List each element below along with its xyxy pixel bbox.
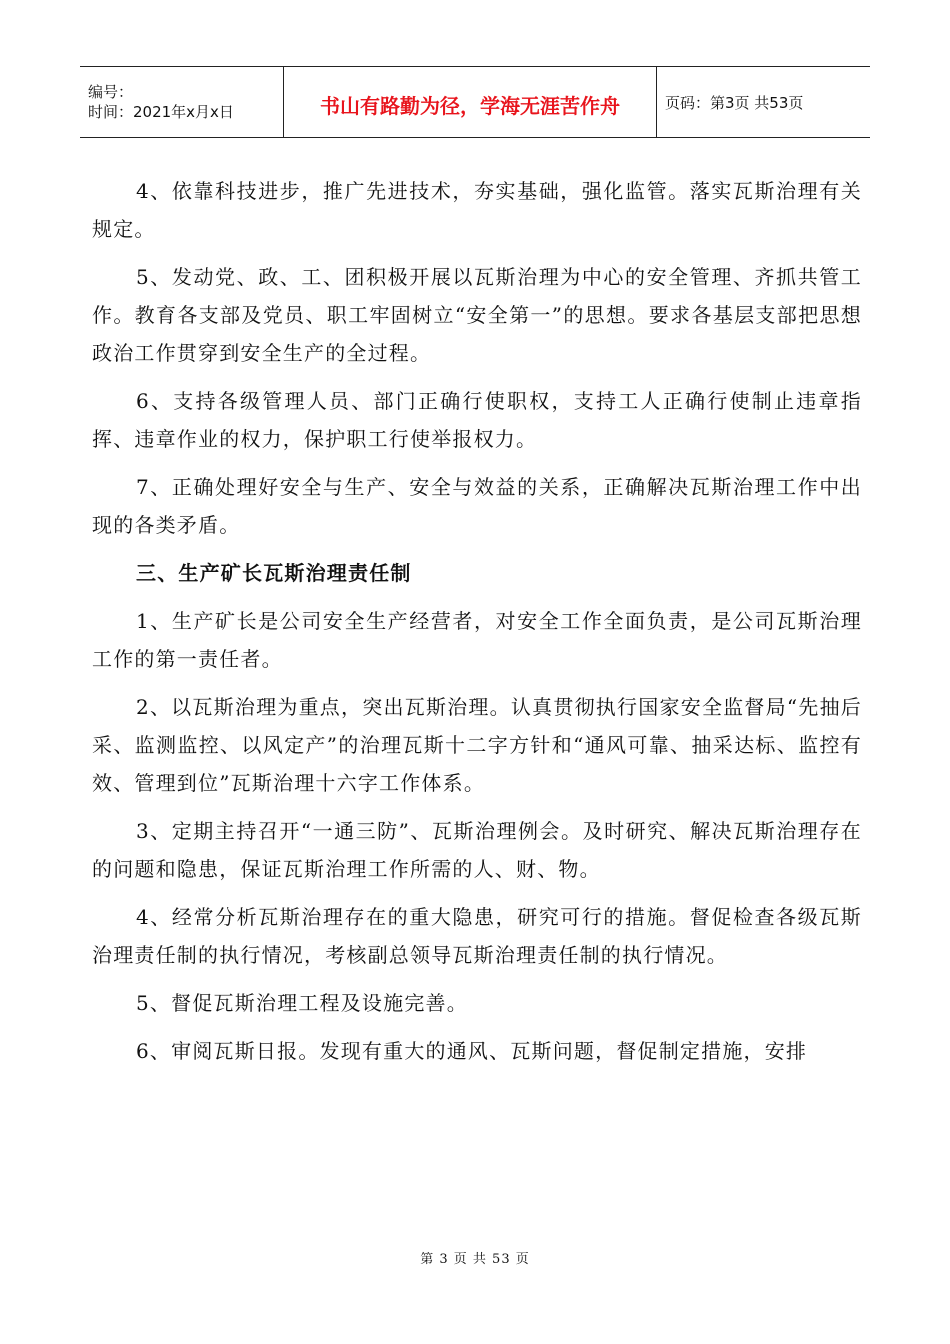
paragraph: 4、依靠科技进步，推广先进技术，夯实基础，强化监管。落实瓦斯治理有关规定。 xyxy=(92,179,862,241)
header-slogan: 书山有路勤为径，学海无涯苦作舟 xyxy=(283,67,657,137)
paragraph: 2、以瓦斯治理为重点，突出瓦斯治理。认真贯彻执行国家安全监督局“先抽后采、监测监控、以风定产”的治理瓦斯十二字方针和“通风可靠、抽采达标、监控有效、管理到位”瓦斯治理十六字工作体系。 xyxy=(92,695,862,795)
header-meta xyxy=(80,67,283,137)
paragraph: 5、督促瓦斯治理工程及设施完善。 xyxy=(136,991,468,1015)
paragraph: 5、发动党、政、工、团积极开展以瓦斯治理为中心的安全管理、齐抓共管工作。教育各支部及党员、职工牢固树立“安全第一”的思想。要求各基层支部把思想政治工作贯穿到安全生产的全过程。 xyxy=(92,265,862,365)
time-label: 时间：2021年x月x日 xyxy=(88,103,234,121)
page-footer: 第 3 页 共 53 页 xyxy=(420,1252,530,1267)
paragraph: 7、正确处理好安全与生产、安全与效益的关系，正确解决瓦斯治理工作中出现的各类矛盾。 xyxy=(92,475,862,537)
paragraph: 4、经常分析瓦斯治理存在的重大隐患，研究可行的措施。督促检查各级瓦斯治理责任制的执行情况，考核副总领导瓦斯治理责任制的执行情况。 xyxy=(92,905,862,967)
paragraph: 6、审阅瓦斯日报。发现有重大的通风、瓦斯问题，督促制定措施，安排 xyxy=(136,1039,808,1063)
document-body xyxy=(92,172,862,1080)
paragraph: 6、支持各级管理人员、部门正确行使职权，支持工人正确行使制止违章指挥、违章作业的权力，保护职工行使举报权力。 xyxy=(92,389,862,451)
paragraph: 1、生产矿长是公司安全生产经营者，对安全工作全面负责，是公司瓦斯治理工作的第一责任者。 xyxy=(92,609,862,671)
header-page-info: 页码：第3页 共53页 xyxy=(665,93,804,112)
code-label: 编号： xyxy=(88,83,134,101)
page-header xyxy=(80,66,870,138)
section-heading: 三、生产矿长瓦斯治理责任制 xyxy=(136,561,412,585)
paragraph: 3、定期主持召开“一通三防”、瓦斯治理例会。及时研究、解决瓦斯治理存在的问题和隐患，保证瓦斯治理工作所需的人、财、物。 xyxy=(92,819,862,881)
